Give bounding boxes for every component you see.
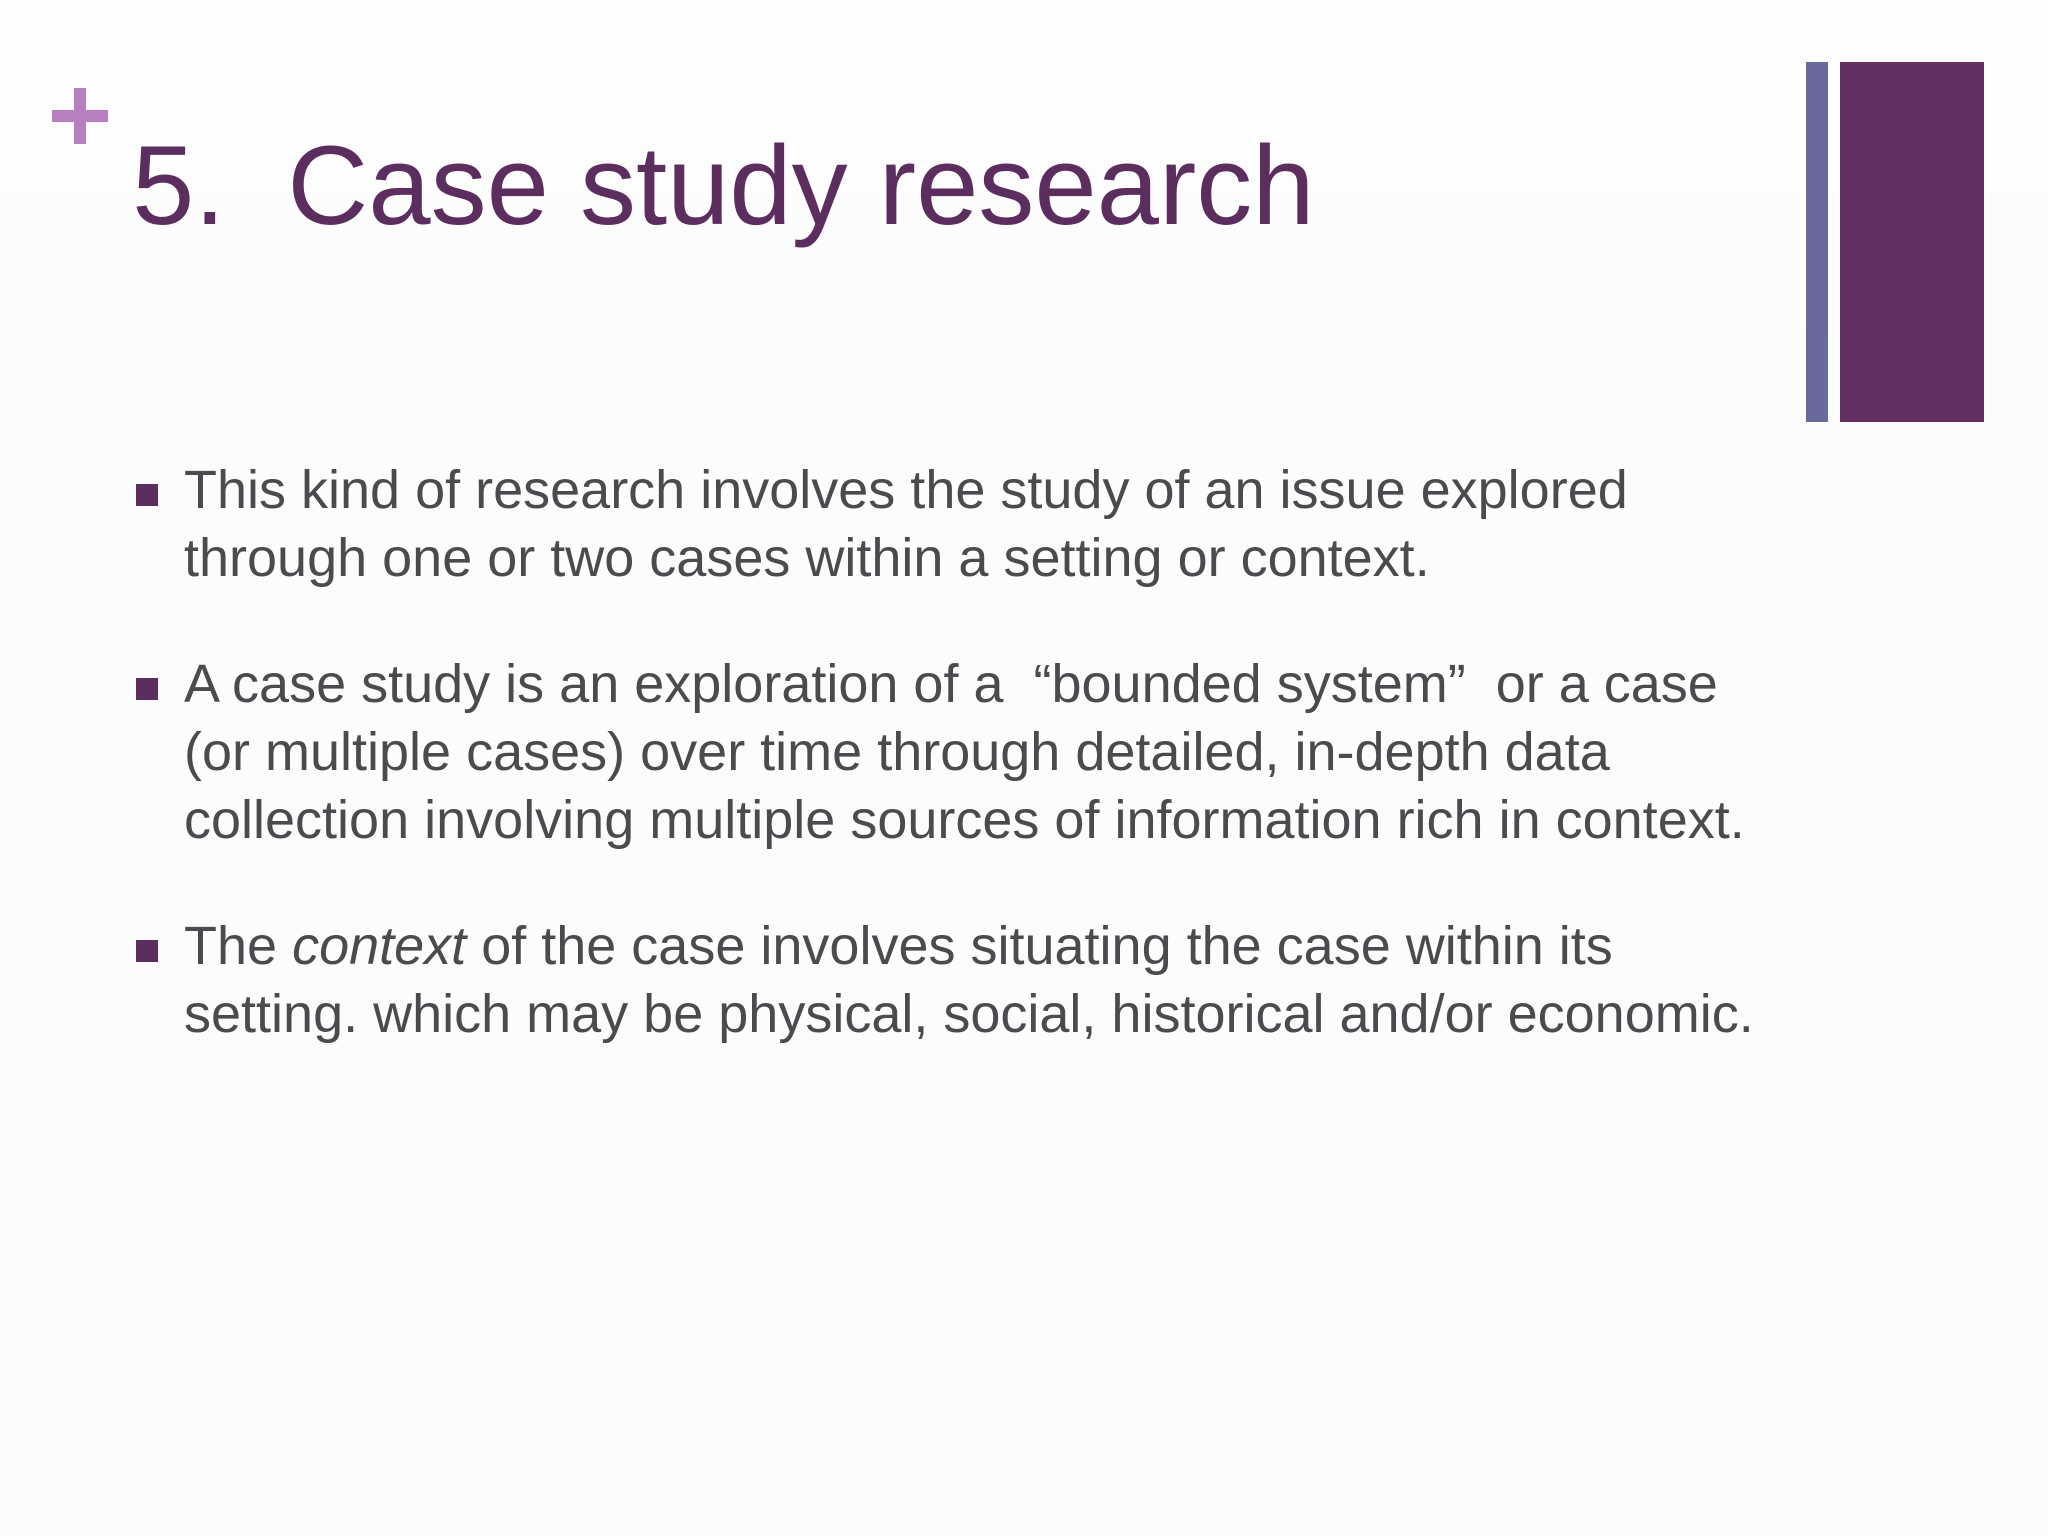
square-bullet-icon [136, 678, 158, 700]
plus-icon [52, 88, 108, 144]
bullet-text [184, 650, 1774, 854]
bullet-text-before: A case study is an exploration of a [184, 654, 1004, 714]
bullet-text [184, 912, 1774, 1048]
bullet-text-lead: The [184, 916, 278, 976]
bullet-text-quoted: “bounded system” [1033, 654, 1466, 714]
bullet-text: This kind of research involves the study of an issue explored through one or two cases within a setting or context. [184, 460, 1628, 588]
square-bullet-icon [136, 940, 158, 962]
bullet-list [134, 456, 1774, 1106]
bullet-text-rest: of the case involves situating the case within its setting. which may be physical, social, historical and/or economic. [184, 916, 1754, 1044]
bullet-item-3 [134, 912, 1774, 1048]
accent-bar-wide [1840, 62, 1984, 422]
bullet-item-2 [134, 650, 1774, 854]
accent-bar-thin [1806, 62, 1828, 422]
square-bullet-icon [136, 484, 158, 506]
bullet-item-1 [134, 456, 1774, 592]
bullet-text-italic: context [292, 916, 467, 976]
title-number: 5. [132, 123, 226, 248]
slide-title [132, 123, 1315, 248]
title-text: Case study research [287, 123, 1315, 248]
bullet-text-after: or a case (or multiple cases) over time through detailed, in-depth data collection involving multiple sources of information rich in context. [184, 654, 1745, 850]
